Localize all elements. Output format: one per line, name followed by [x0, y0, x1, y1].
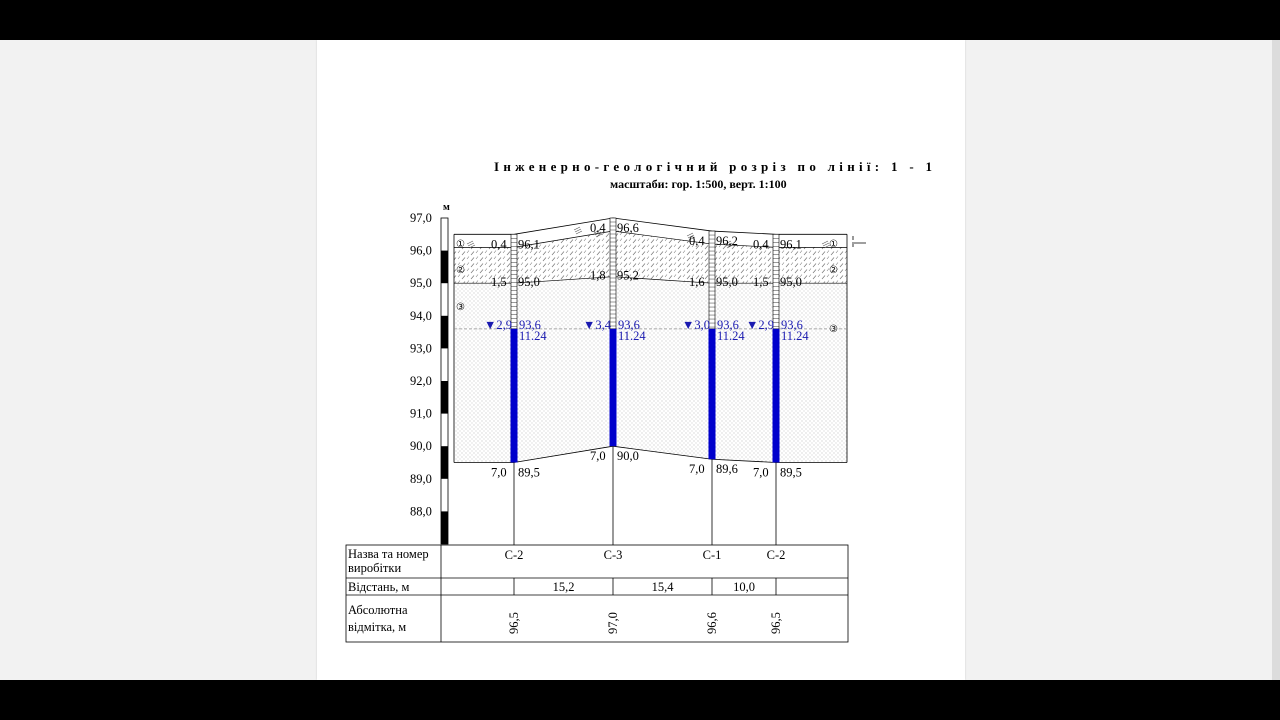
scale-tick-label: 88,0	[410, 504, 432, 519]
top-layer-elevation: 96,6	[617, 221, 639, 236]
well-dry-segment	[511, 234, 517, 329]
bottom-depth: 7,0	[753, 465, 769, 480]
scale-tick-label: 90,0	[410, 439, 432, 454]
scale-unit-label: м	[443, 202, 450, 213]
top-layer-depth: 0,4	[689, 234, 705, 249]
absolute-elevation-value: 96,6	[705, 612, 719, 634]
scale-tick-label: 92,0	[410, 374, 432, 388]
water-date: 11.24	[618, 328, 646, 343]
layer-boundary-depth: 1,5	[753, 275, 769, 290]
water-depth: ▼3,0	[682, 317, 710, 332]
top-layer-elevation: 96,1	[780, 237, 802, 252]
top-layer-elevation: 96,1	[518, 237, 540, 252]
layer-marker-2-right: ②	[829, 265, 838, 276]
top-layer-elevation: 96,2	[716, 234, 738, 249]
document-page	[317, 40, 965, 680]
table-row-header: Відстань, м	[348, 580, 410, 594]
well-water-segment	[709, 329, 716, 459]
layer-boundary-elevation: 95,0	[716, 275, 738, 290]
distance-value: 15,2	[552, 580, 575, 594]
bottom-elevation: 89,6	[716, 462, 738, 477]
scale-tick-label: 95,0	[410, 276, 432, 291]
well-water-segment	[610, 329, 617, 446]
scale-tick-label: 97,0	[410, 211, 432, 225]
layer-boundary-elevation: 95,0	[518, 275, 540, 290]
water-date: 11.24	[519, 328, 547, 343]
layer-marker-1-right: ①	[829, 239, 838, 250]
well-dry-segment	[610, 218, 616, 329]
table-row-header: Абсолютна	[348, 603, 408, 617]
scale-bar-segment	[441, 316, 448, 349]
absolute-elevation-value: 96,5	[769, 612, 783, 634]
well-name: С-2	[766, 548, 786, 562]
water-depth: ▼2,9	[484, 317, 512, 332]
layer-marker-2-left: ②	[456, 265, 465, 276]
bottom-elevation: 90,0	[617, 449, 639, 464]
bottom-depth: 7,0	[590, 449, 606, 464]
water-date: 11.24	[781, 328, 809, 343]
data-table	[346, 545, 848, 642]
layer-boundary-depth: 1,8	[590, 268, 606, 283]
well-dry-segment	[773, 234, 779, 329]
table-row-header: виробітки	[348, 561, 402, 575]
water-depth: ▼3,4	[583, 317, 611, 332]
bottom-elevation: 89,5	[780, 465, 802, 480]
absolute-elevation-value: 96,5	[507, 612, 521, 634]
cross-section-drawing	[317, 40, 965, 680]
section-subtitle: масштаби: гор. 1:500, верт. 1:100	[610, 177, 787, 191]
layer-boundary-elevation: 95,0	[780, 275, 802, 290]
vertical-scale-bar	[410, 202, 450, 544]
top-layer-depth: 0,4	[491, 237, 507, 252]
top-layer-depth: 0,4	[753, 237, 769, 252]
layer-boundary-depth: 1,6	[689, 275, 705, 290]
distance-value: 15,4	[651, 580, 674, 594]
layer-marker-3-left: ③	[456, 302, 465, 313]
layer-marker-3-right: ③	[829, 324, 838, 335]
water-level: 93,6	[618, 317, 640, 332]
absolute-elevation-value: 97,0	[606, 612, 620, 634]
water-level: 93,6	[717, 317, 739, 332]
section-end-mark	[852, 236, 866, 247]
layer-marker-1-left: ①	[456, 239, 465, 250]
bottom-depth: 7,0	[491, 465, 507, 480]
table-row-header: Назва та номер	[348, 547, 429, 561]
distance-value: 10,0	[733, 580, 755, 594]
scale-bar-segment	[441, 446, 448, 479]
layer-boundary-depth: 1,5	[491, 275, 507, 290]
well-name: С-2	[504, 548, 524, 562]
scale-tick-label: 91,0	[410, 406, 432, 421]
well-name: С-1	[702, 548, 722, 562]
water-level: 93,6	[781, 317, 803, 332]
well-water-segment	[511, 329, 518, 463]
water-level: 93,6	[519, 317, 541, 332]
scale-bar-segment	[441, 511, 448, 544]
well-dry-segment	[709, 231, 715, 329]
bottom-elevation: 89,5	[518, 465, 540, 480]
scale-tick-label: 89,0	[410, 471, 432, 486]
scale-bar-segment	[441, 381, 448, 414]
scale-tick-label: 94,0	[410, 308, 432, 323]
top-black-bar	[0, 0, 1280, 40]
scale-tick-label: 96,0	[410, 243, 432, 258]
bottom-depth: 7,0	[689, 462, 705, 477]
scale-bar-segment	[441, 251, 448, 284]
bottom-black-bar	[0, 680, 1280, 720]
table-row-header: відмітка, м	[348, 620, 407, 634]
layer-boundary-elevation: 95,2	[617, 268, 639, 283]
water-date: 11.24	[717, 328, 745, 343]
well-water-segment	[773, 329, 780, 463]
section-title: Інженерно-геологічний розріз по лінії: 1 - 1	[494, 159, 937, 174]
well-name: С-3	[603, 548, 623, 562]
top-layer-depth: 0,4	[590, 221, 606, 236]
scrollbar-track[interactable]	[1272, 40, 1280, 680]
scale-tick-label: 93,0	[410, 341, 432, 356]
water-depth: ▼2,9	[746, 317, 774, 332]
